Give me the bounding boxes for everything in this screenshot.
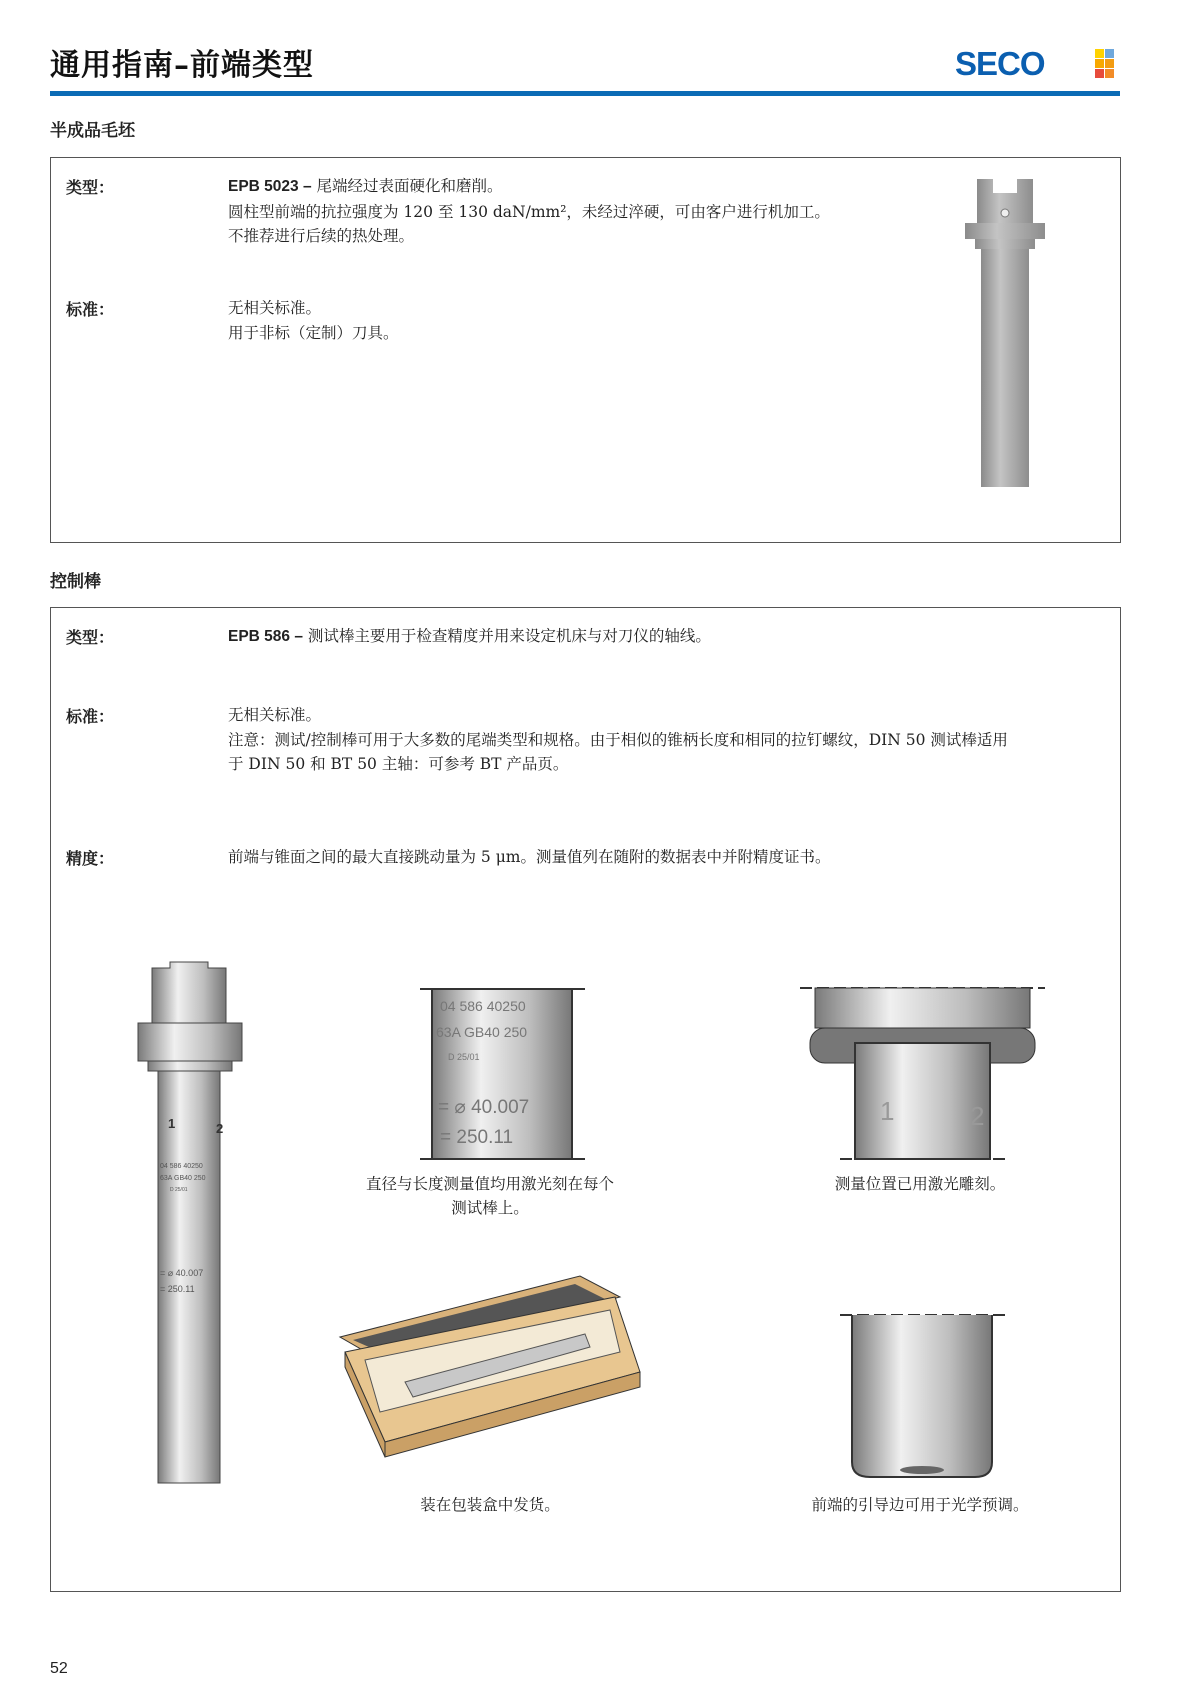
standard-line: 于 DIN 50 和 BT 50 主轴：可参考 BT 产品页。 <box>228 755 569 773</box>
standard-label: 标准： <box>66 707 115 726</box>
standard-line: 无相关标准。 <box>228 706 322 724</box>
type-label: 类型： <box>66 178 115 197</box>
section-heading-blank: 半成品毛坯 <box>50 121 135 141</box>
svg-text:2: 2 <box>970 1101 985 1131</box>
type-line: 尾端经过表面硬化和磨削。 <box>316 177 503 195</box>
type-description <box>228 624 1108 650</box>
svg-text:= 250.11: = 250.11 <box>440 1127 514 1148</box>
standard-line: 用于非标（定制）刀具。 <box>228 323 399 342</box>
svg-text:D 25/01: D 25/01 <box>170 1187 188 1193</box>
svg-text:63A GB40 250: 63A GB40 250 <box>160 1175 206 1182</box>
measurement-position-image <box>800 985 1050 1165</box>
lead-edge-image <box>840 1312 1010 1484</box>
svg-text:2: 2 <box>216 1121 224 1136</box>
precision-label: 精度： <box>66 849 115 868</box>
type-line: 测试棒主要用于检查精度并用来设定机床与对刀仪的轴线。 <box>307 627 711 645</box>
seco-logo <box>955 46 1115 80</box>
caption-line: 测试棒上。 <box>451 1199 529 1217</box>
header-rule <box>50 91 1120 96</box>
svg-text:= 250.11: = 250.11 <box>160 1284 195 1294</box>
type-label: 类型： <box>66 628 115 647</box>
blank-tool-image <box>955 175 1065 490</box>
svg-text:D 25/01: D 25/01 <box>448 1052 480 1062</box>
control-bar-image <box>130 958 260 1488</box>
engraving-closeup-image <box>420 985 590 1165</box>
svg-text:63A GB40 250: 63A GB40 250 <box>436 1024 528 1040</box>
packaging-box-image <box>335 1272 645 1462</box>
svg-text:1: 1 <box>168 1116 176 1131</box>
type-line: 不推荐进行后续的热处理。 <box>228 227 415 245</box>
caption-engraved-values <box>330 1172 650 1220</box>
svg-text:= ⌀ 40.007: = ⌀ 40.007 <box>160 1268 204 1278</box>
caption-positions: 测量位置已用激光雕刻。 <box>834 1175 1006 1193</box>
svg-text:SECO: SECO <box>955 46 1045 80</box>
standard-description <box>228 703 1108 777</box>
standard-label: 标准： <box>66 300 115 319</box>
caption-line: 直径与长度测量值均用激光刻在每个 <box>365 1175 614 1193</box>
caption-packaging: 装在包装盒中发货。 <box>420 1496 560 1514</box>
caption-lead-edge: 前端的引导边可用于光学预调。 <box>811 1496 1029 1514</box>
precision-description: 前端与锥面之间的最大直接跳动量为 5 μm。测量值列在随附的数据表中并附精度证书。 <box>228 848 831 866</box>
product-code: EPB 586 – <box>228 628 303 645</box>
page-number: 52 <box>50 1660 68 1677</box>
type-line: 圆柱型前端的抗拉强度为 120 至 130 daN/mm²，未经过淬硬，可由客户进行机加工。 <box>228 202 830 221</box>
page-title: 通用指南–前端类型 <box>50 48 314 83</box>
svg-text:= ⌀ 40.007: = ⌀ 40.007 <box>438 1097 530 1118</box>
svg-text:1: 1 <box>880 1096 895 1126</box>
standard-line: 无相关标准。 <box>228 299 322 317</box>
standard-line: 注意：测试/控制棒可用于大多数的尾端类型和规格。由于相似的锥柄长度和相同的拉钉螺纹，DIN 50 测试棒适用 <box>228 730 1008 749</box>
svg-text:04 586 40250: 04 586 40250 <box>160 1163 203 1170</box>
product-code: EPB 5023 – <box>228 178 312 195</box>
svg-text:04 586 40250: 04 586 40250 <box>440 998 526 1014</box>
section-heading-control-bar: 控制棒 <box>50 572 101 592</box>
